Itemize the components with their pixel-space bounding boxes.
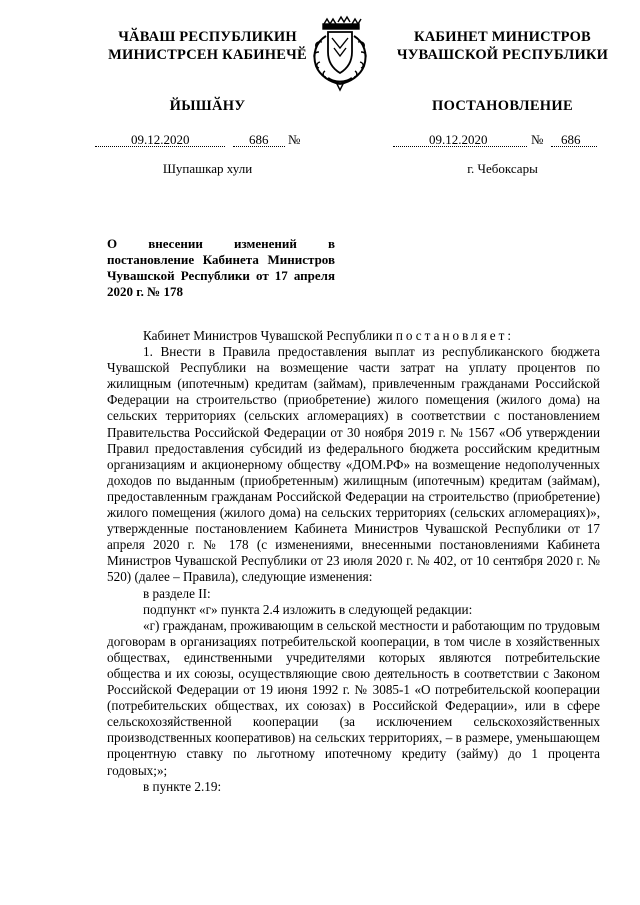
place-right: г. Чебоксары	[467, 161, 538, 176]
number-sign-left: №	[288, 132, 301, 147]
number-sign-right: №	[531, 132, 544, 147]
intro-text: Кабинет Министров Чувашской Республики	[143, 328, 393, 343]
paragraph-5: в пункте 2.19:	[143, 778, 222, 794]
doctype-right: ПОСТАНОВЛЕНИЕ	[432, 98, 573, 114]
doctype-left: ЙЫШӐНУ	[169, 98, 246, 114]
header-right-line1: КАБИНЕТ МИНИСТРОВ	[414, 29, 591, 45]
number-right: 686	[561, 132, 581, 147]
header-left	[95, 28, 320, 64]
coat-of-arms-icon	[298, 12, 382, 96]
header-right	[390, 28, 615, 64]
document-body	[107, 328, 600, 795]
header-right-line2: ЧУВАШСКОЙ РЕСПУБЛИКИ	[396, 47, 609, 63]
number-left: 686	[249, 132, 269, 147]
header-left-line1: ЧӐВАШ РЕСПУБЛИКИН	[118, 29, 297, 45]
paragraph-1: 1. Внести в Правила предоставления выплат из республиканского бюджета Чувашской Республики на возмещение части затрат на уплату процентов по жилищным (ипотечным) кредитам (займам), привлеченным гражданами Российской Федерации на строительство (приобретение) жилого помещения (жилого дома) на сельских территориях (сельских агломерациях) в соответствии с постановлением Правительства Российской Федерации от 30 ноября 2019 г. № 1567 «Об утверждении Правил предоставления субсидий из федерального бюджета российским кредитным организациям и акционерному обществу «ДОМ.РФ» на возмещение недополученных доходов по выданным (приобретенным) жилищным (ипотечным) кредитам (займам), предоставленным гражданам Российской Федерации на строительство (приобретение) жилого помещения (жилого дома) на сельских территориях (сельских агломерациях)», утвержденные постановлением Кабинета Министров Чувашской Республики от 17 апреля 2020 г. № 178 (с изменениями, внесенными постановлениями Кабинета Министров Чувашской Республики от 23 июля 2020 г. № 402, от 10 сентября 2020 г. № 520) (далее – Правила), следующие изменения:	[107, 344, 600, 585]
document-title: О внесении изменений в постановление Кабинета Министров Чувашской Республики от 17 апреля 2020 г. № 178	[107, 236, 335, 299]
place-left: Шупашкар хули	[162, 161, 253, 176]
date-right: 09.12.2020	[429, 132, 488, 147]
intro-decree-word: постановляет:	[395, 328, 515, 343]
date-left: 09.12.2020	[131, 132, 190, 147]
header-left-line2: МИНИСТРСЕН КАБИНЕЧӖ	[108, 47, 307, 63]
paragraph-2: в разделе II:	[143, 585, 211, 601]
paragraph-3: подпункт «г» пункта 2.4 изложить в следующей редакции:	[143, 601, 473, 617]
paragraph-4: «г) гражданам, проживающим в сельской местности и работающим по трудовым договорам в организациях потребительской кооперации, в том числе в хозяйственных обществах, единственными учредителями которых являются потребительские общества и их союзы, осуществляющие свою деятельность в соответствии с Законом Российской Федерации от 19 июня 1992 г. № 3085-1 «О потребительской кооперации (потребительских обществах, их союзах) в Российской Федерации», или в сфере сельскохозяйственной кооперации (за исключением сельскохозяйственных производственных кооперативов) на сельских территориях, – в размере, уменьшающем процентную ставку по льготному ипотечному кредиту (займу) до 1 процента годовых;»;	[107, 617, 600, 778]
intro-paragraph	[107, 328, 600, 344]
